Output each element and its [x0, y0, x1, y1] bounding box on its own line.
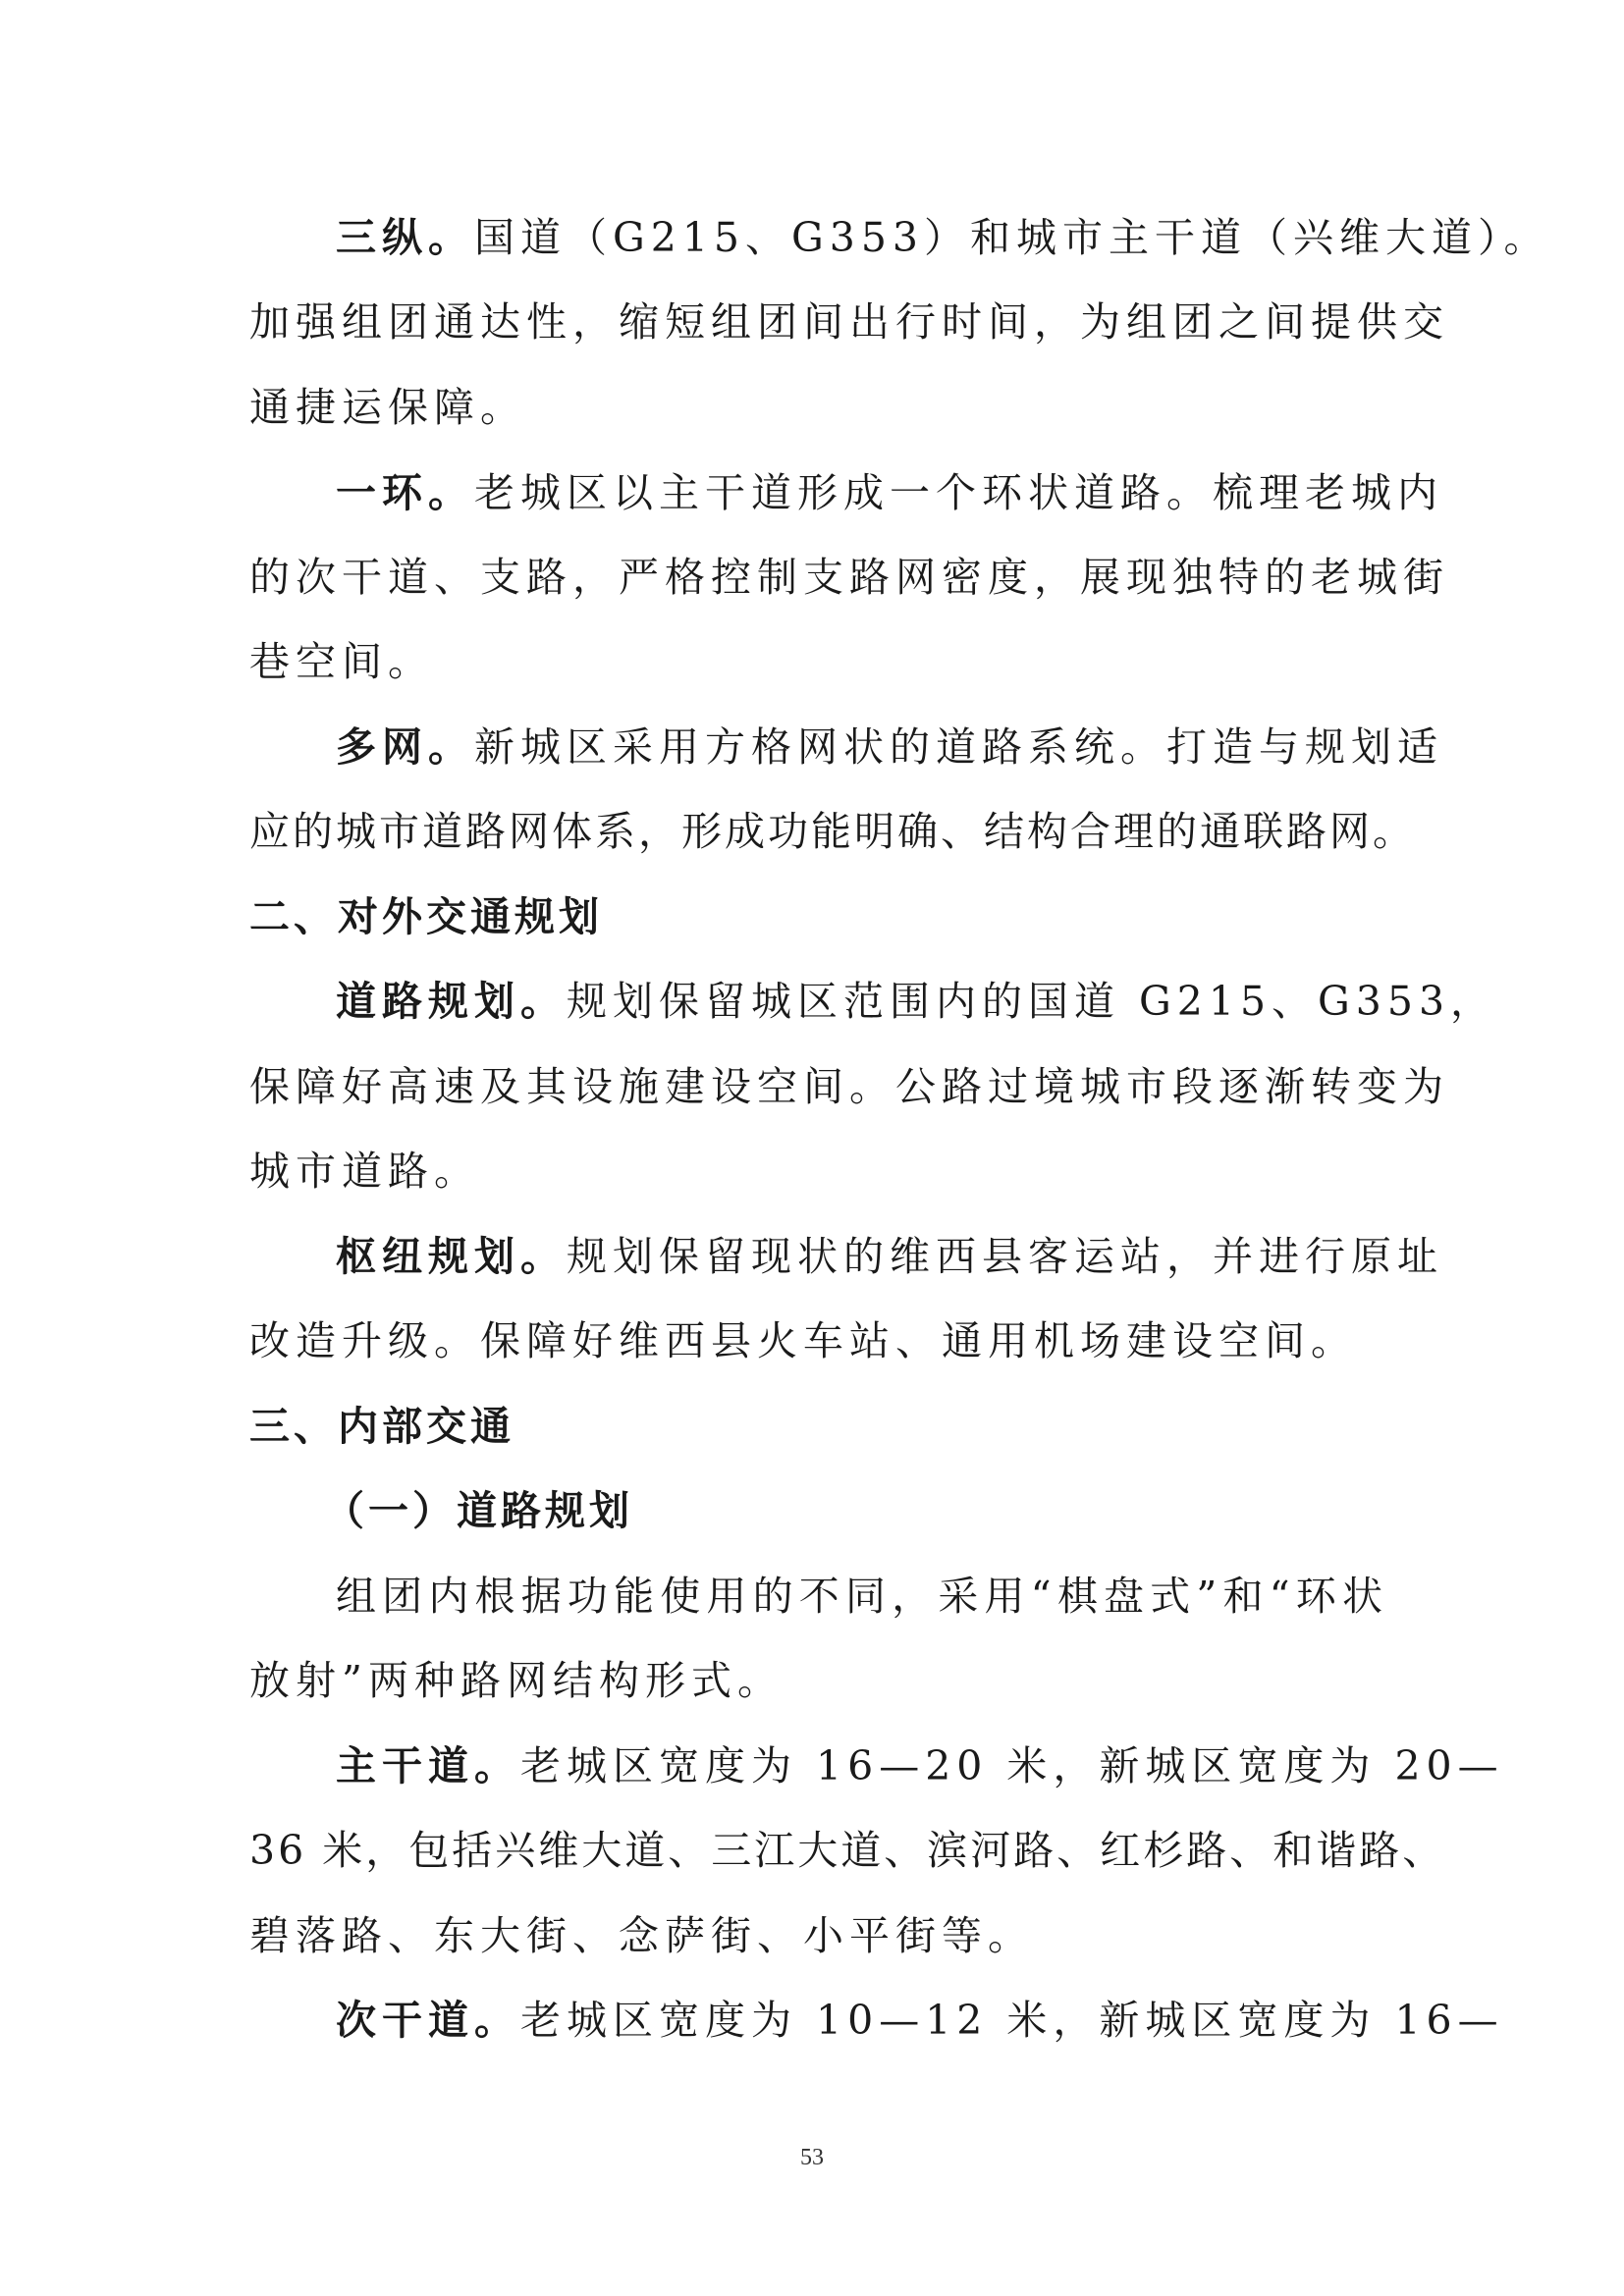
body-text: 老城区宽度为 16—20 米，新城区宽度为 20— [520, 1742, 1504, 1789]
section-heading-internal-transport: 三、内部交通 [249, 1403, 514, 1450]
section-heading-external-transport: 二、对外交通规划 [249, 893, 603, 940]
body-text: 国道（G215、G353）和城市主干道（兴维大道）。 [474, 214, 1550, 261]
body-text: 规划保留城区范围内的国道 G215、G353， [567, 978, 1497, 1025]
body-text: 老城区以主干道形成一个环状道路。梳理老城内 [474, 469, 1443, 516]
paragraph-main-road-line-1 [336, 1740, 1504, 1791]
paragraph-yi-huan-line-1 [336, 467, 1443, 518]
paragraph-road-planning-line-3: 城市道路。 [249, 1148, 480, 1195]
paragraph-main-road-line-2: 36 米，包括兴维大道、三江大道、滨河路、红杉路、和谐路、 [249, 1827, 1446, 1874]
paragraph-san-zong-line-1 [336, 212, 1550, 263]
lead-term: 主干道。 [336, 1742, 520, 1789]
paragraph-hub-planning-line-1 [336, 1231, 1443, 1282]
page-number: 53 [800, 2145, 824, 2170]
lead-term: 枢纽规划。 [336, 1233, 567, 1280]
paragraph-network-structure-line-1: 组团内根据功能使用的不同，采用“棋盘式”和“环状 [336, 1573, 1388, 1620]
paragraph-duo-wang-line-1 [336, 721, 1443, 773]
paragraph-yi-huan-line-2: 的次干道、支路，严格控制支路网密度，展现独特的老城街 [249, 554, 1449, 601]
body-text: 规划保留现状的维西县客运站，并进行原址 [567, 1233, 1443, 1280]
paragraph-main-road-line-3: 碧落路、东大街、念萨街、小平街等。 [249, 1912, 1034, 1959]
subsection-heading-road-planning: （一）道路规划 [324, 1487, 633, 1534]
lead-term: 次干道。 [336, 1997, 520, 2044]
paragraph-network-structure-line-2: 放射”两种路网结构形式。 [249, 1657, 784, 1704]
body-text: 老城区宽度为 10—12 米，新城区宽度为 16— [520, 1997, 1504, 2044]
lead-term: 三纵。 [336, 214, 474, 261]
body-text: 新城区采用方格网状的道路系统。打造与规划适 [474, 723, 1443, 771]
paragraph-hub-planning-line-2: 改造升级。保障好维西县火车站、通用机场建设空间。 [249, 1317, 1357, 1364]
paragraph-duo-wang-line-2: 应的城市道路网体系，形成功能明确、结构合理的通联路网。 [249, 808, 1416, 855]
paragraph-san-zong-line-2: 加强组团通达性，缩短组团间出行时间，为组团之间提供交 [249, 298, 1449, 346]
paragraph-road-planning-line-1 [336, 976, 1497, 1027]
paragraph-yi-huan-line-3: 巷空间。 [249, 638, 434, 685]
paragraph-road-planning-line-2: 保障好高速及其设施建设空间。公路过境城市段逐渐转变为 [249, 1063, 1449, 1110]
lead-term: 多网。 [336, 723, 474, 771]
paragraph-secondary-road-line-1 [336, 1995, 1504, 2046]
paragraph-san-zong-line-3: 通捷运保障。 [249, 384, 526, 431]
lead-term: 道路规划。 [336, 978, 567, 1025]
lead-term: 一环。 [336, 469, 474, 516]
